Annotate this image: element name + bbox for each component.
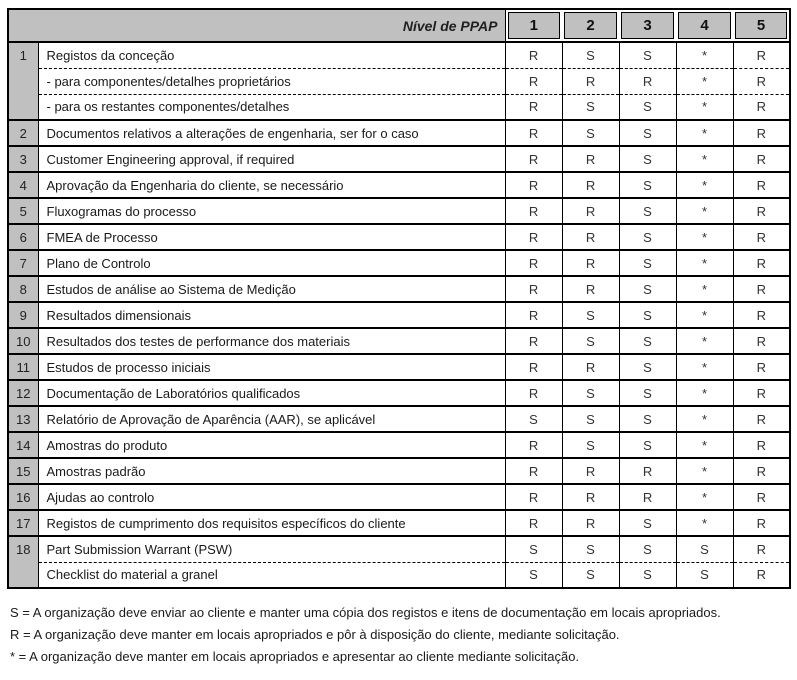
level-value-cell: R <box>562 458 619 484</box>
row-description: - para componentes/detalhes proprietários <box>38 68 505 94</box>
row-number: 7 <box>8 250 38 276</box>
level-value-cell: S <box>562 94 619 120</box>
table-sub-row <box>8 68 790 94</box>
row-number: 2 <box>8 120 38 146</box>
level-value-cell: * <box>676 510 733 536</box>
level-value-cell: R <box>505 198 562 224</box>
level-value-cell: R <box>733 250 790 276</box>
level-value-cell: * <box>676 302 733 328</box>
level-value-cell: R <box>505 432 562 458</box>
row-description: Relatório de Aprovação de Aparência (AAR), se aplicável <box>38 406 505 432</box>
level-value-cell: S <box>619 380 676 406</box>
level-value-cell: R <box>562 172 619 198</box>
level-value-cell: R <box>733 432 790 458</box>
table-row <box>8 432 790 458</box>
level-value-cell: R <box>733 198 790 224</box>
level-value-cell: * <box>676 198 733 224</box>
level-value-cell: S <box>505 406 562 432</box>
level-3-label: 3 <box>621 12 674 39</box>
level-value-cell: S <box>619 146 676 172</box>
row-number: 3 <box>8 146 38 172</box>
level-value-cell: R <box>733 224 790 250</box>
row-number: 6 <box>8 224 38 250</box>
row-number: 12 <box>8 380 38 406</box>
level-5-label: 5 <box>735 12 787 39</box>
level-value-cell: S <box>505 562 562 588</box>
level-value-cell: R <box>733 354 790 380</box>
level-value-cell: R <box>505 224 562 250</box>
level-value-cell: S <box>619 250 676 276</box>
level-value-cell: S <box>562 42 619 68</box>
level-value-cell: S <box>562 328 619 354</box>
row-description: Estudos de análise ao Sistema de Medição <box>38 276 505 302</box>
row-number: 8 <box>8 276 38 302</box>
level-column-header-1 <box>505 9 562 42</box>
level-value-cell: * <box>676 250 733 276</box>
table-row <box>8 406 790 432</box>
level-value-cell: R <box>733 94 790 120</box>
ppap-level-header-label: Nível de PPAP <box>8 9 505 42</box>
level-value-cell: S <box>562 380 619 406</box>
row-description: Checklist do material a granel <box>38 562 505 588</box>
level-value-cell: R <box>733 172 790 198</box>
row-description: Amostras padrão <box>38 458 505 484</box>
row-number: 1 <box>8 42 38 120</box>
level-value-cell: R <box>733 276 790 302</box>
legend-note-s: S = A organização deve enviar ao cliente e manter uma cópia dos registos e itens de documentação em locais apropriados. <box>10 605 721 620</box>
level-value-cell: S <box>619 42 676 68</box>
table-row <box>8 536 790 562</box>
level-value-cell: * <box>676 94 733 120</box>
row-description: Documentos relativos a alterações de engenharia, ser for o caso <box>38 120 505 146</box>
row-description: FMEA de Processo <box>38 224 505 250</box>
level-value-cell: R <box>562 68 619 94</box>
row-description: Ajudas ao controlo <box>38 484 505 510</box>
row-description: Registos da conceção <box>38 42 505 68</box>
row-number: 14 <box>8 432 38 458</box>
level-value-cell: R <box>562 484 619 510</box>
row-description: Customer Engineering approval, if required <box>38 146 505 172</box>
legend-note-asterisk: * = A organização deve manter em locais apropriados e apresentar ao cliente mediante solicitação. <box>10 649 580 664</box>
row-number: 15 <box>8 458 38 484</box>
level-value-cell: S <box>562 562 619 588</box>
level-value-cell: R <box>505 68 562 94</box>
level-value-cell: S <box>619 198 676 224</box>
level-value-cell: S <box>676 536 733 562</box>
row-description: Fluxogramas do processo <box>38 198 505 224</box>
table-row <box>8 276 790 302</box>
legend-notes-section <box>10 606 790 664</box>
row-description: Resultados dos testes de performance dos materiais <box>38 328 505 354</box>
level-value-cell: R <box>562 354 619 380</box>
level-1-label: 1 <box>508 12 561 39</box>
table-row <box>8 354 790 380</box>
level-value-cell: R <box>562 250 619 276</box>
level-value-cell: R <box>505 302 562 328</box>
table-sub-row <box>8 94 790 120</box>
level-value-cell: * <box>676 172 733 198</box>
level-value-cell: R <box>619 458 676 484</box>
level-value-cell: * <box>676 120 733 146</box>
level-value-cell: R <box>562 146 619 172</box>
level-value-cell: * <box>676 146 733 172</box>
level-value-cell: R <box>733 562 790 588</box>
table-row <box>8 198 790 224</box>
level-value-cell: R <box>733 380 790 406</box>
row-description: Estudos de processo iniciais <box>38 354 505 380</box>
row-description: Amostras do produto <box>38 432 505 458</box>
level-value-cell: * <box>676 224 733 250</box>
row-number: 16 <box>8 484 38 510</box>
level-value-cell: R <box>505 94 562 120</box>
level-value-cell: * <box>676 276 733 302</box>
level-value-cell: * <box>676 458 733 484</box>
level-value-cell: R <box>733 406 790 432</box>
level-value-cell: R <box>505 42 562 68</box>
table-row <box>8 328 790 354</box>
level-value-cell: S <box>619 172 676 198</box>
level-column-header-4 <box>676 9 733 42</box>
level-value-cell: S <box>619 328 676 354</box>
level-value-cell: R <box>505 146 562 172</box>
level-value-cell: R <box>733 120 790 146</box>
level-value-cell: R <box>505 380 562 406</box>
level-value-cell: * <box>676 354 733 380</box>
level-value-cell: R <box>562 224 619 250</box>
row-number: 9 <box>8 302 38 328</box>
level-column-header-5 <box>733 9 790 42</box>
level-value-cell: R <box>505 120 562 146</box>
ppap-requirements-table <box>7 8 791 589</box>
table-row <box>8 380 790 406</box>
level-value-cell: S <box>619 120 676 146</box>
level-value-cell: R <box>733 484 790 510</box>
row-description: Part Submission Warrant (PSW) <box>38 536 505 562</box>
level-value-cell: S <box>562 536 619 562</box>
level-value-cell: * <box>676 328 733 354</box>
table-row <box>8 458 790 484</box>
level-value-cell: R <box>733 302 790 328</box>
row-number: 4 <box>8 172 38 198</box>
row-description: Documentação de Laboratórios qualificados <box>38 380 505 406</box>
level-value-cell: S <box>619 406 676 432</box>
table-sub-row <box>8 562 790 588</box>
level-value-cell: * <box>676 380 733 406</box>
level-column-header-3 <box>619 9 676 42</box>
table-body <box>8 42 790 588</box>
table-header-row <box>8 9 790 42</box>
level-value-cell: R <box>562 510 619 536</box>
row-number: 17 <box>8 510 38 536</box>
level-value-cell: S <box>619 536 676 562</box>
level-value-cell: R <box>505 484 562 510</box>
level-value-cell: * <box>676 68 733 94</box>
level-value-cell: S <box>619 432 676 458</box>
level-value-cell: S <box>619 510 676 536</box>
table-row <box>8 120 790 146</box>
level-value-cell: R <box>562 276 619 302</box>
level-4-label: 4 <box>678 12 731 39</box>
level-value-cell: S <box>619 562 676 588</box>
level-value-cell: S <box>562 120 619 146</box>
level-value-cell: S <box>619 94 676 120</box>
level-value-cell: S <box>505 536 562 562</box>
level-value-cell: S <box>562 406 619 432</box>
level-value-cell: R <box>505 172 562 198</box>
level-value-cell: R <box>505 276 562 302</box>
legend-note-r: R = A organização deve manter em locais apropriados e pôr à disposição do cliente, mediante solicitação. <box>10 627 620 642</box>
level-value-cell: R <box>505 328 562 354</box>
level-value-cell: S <box>676 562 733 588</box>
level-value-cell: R <box>505 250 562 276</box>
level-value-cell: S <box>562 432 619 458</box>
level-value-cell: S <box>619 354 676 380</box>
row-description: Aprovação da Engenharia do cliente, se necessário <box>38 172 505 198</box>
level-value-cell: R <box>733 328 790 354</box>
row-description: Plano de Controlo <box>38 250 505 276</box>
level-value-cell: R <box>733 458 790 484</box>
level-value-cell: * <box>676 432 733 458</box>
level-value-cell: * <box>676 42 733 68</box>
level-value-cell: R <box>619 484 676 510</box>
row-description: Registos de cumprimento dos requisitos específicos do cliente <box>38 510 505 536</box>
level-value-cell: R <box>733 146 790 172</box>
row-number: 5 <box>8 198 38 224</box>
level-value-cell: R <box>733 42 790 68</box>
level-2-label: 2 <box>564 12 617 39</box>
level-value-cell: S <box>619 276 676 302</box>
table-row <box>8 146 790 172</box>
level-value-cell: R <box>619 68 676 94</box>
row-number: 10 <box>8 328 38 354</box>
level-value-cell: * <box>676 406 733 432</box>
level-value-cell: S <box>562 302 619 328</box>
table-row <box>8 224 790 250</box>
level-value-cell: * <box>676 484 733 510</box>
table-row <box>8 42 790 68</box>
table-row <box>8 302 790 328</box>
level-value-cell: R <box>505 458 562 484</box>
table-row <box>8 484 790 510</box>
row-description: - para os restantes componentes/detalhes <box>38 94 505 120</box>
row-description: Resultados dimensionais <box>38 302 505 328</box>
level-value-cell: R <box>562 198 619 224</box>
table-row <box>8 250 790 276</box>
row-number: 11 <box>8 354 38 380</box>
row-number: 13 <box>8 406 38 432</box>
level-value-cell: R <box>733 68 790 94</box>
table-row <box>8 172 790 198</box>
level-value-cell: R <box>505 510 562 536</box>
level-value-cell: R <box>733 510 790 536</box>
level-value-cell: R <box>505 354 562 380</box>
row-number: 18 <box>8 536 38 588</box>
level-value-cell: S <box>619 224 676 250</box>
level-column-header-2 <box>562 9 619 42</box>
table-row <box>8 510 790 536</box>
level-value-cell: S <box>619 302 676 328</box>
level-value-cell: R <box>733 536 790 562</box>
